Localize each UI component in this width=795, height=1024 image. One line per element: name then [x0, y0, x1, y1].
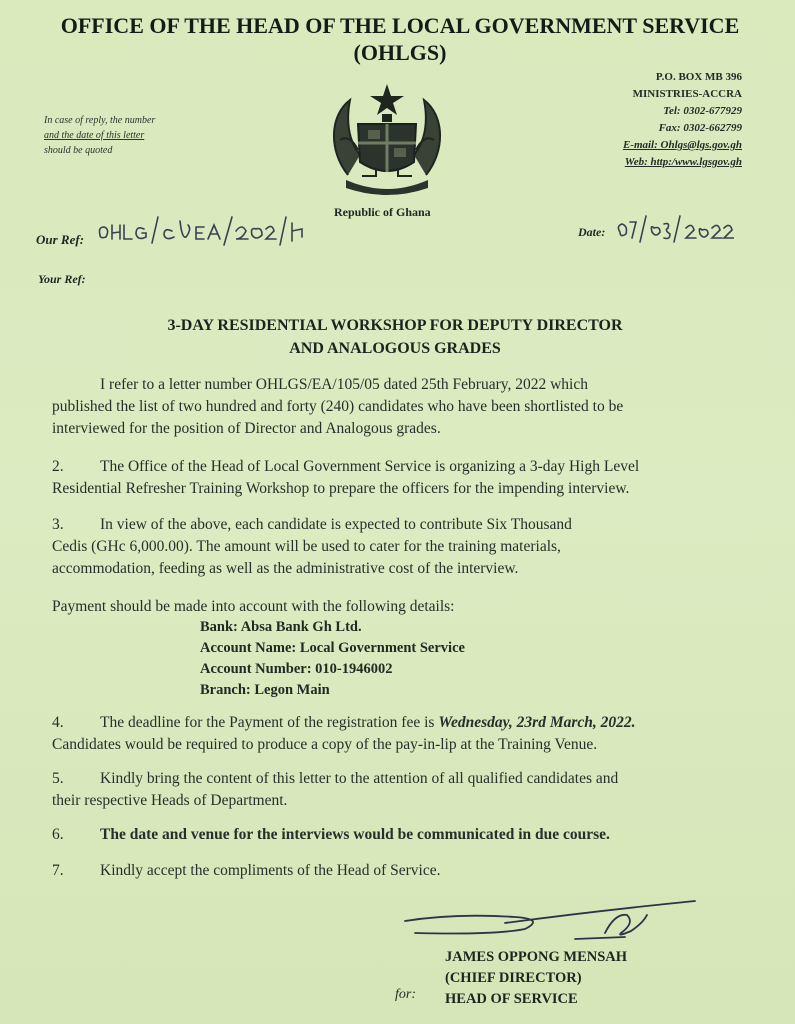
paragraph-5-line1: Kindly bring the content of this letter to the attention of all qualified candidates and	[100, 770, 619, 787]
email-link[interactable]: E-mail: Ohlgs@lgs.gov.gh	[622, 139, 742, 151]
contact-details	[560, 69, 742, 171]
coat-of-arms-icon	[318, 80, 456, 200]
deadline-date: Wednesday, 23rd March, 2022.	[438, 714, 636, 731]
handwritten-date	[614, 210, 734, 246]
paragraph-6-number: 6.	[52, 826, 64, 843]
paragraph-2-line1: The Office of the Head of Local Government Service is organizing a 3-day High Level	[100, 458, 640, 475]
paragraph-3-line3: accommodation, feeding as well as the administrative cost of the interview.	[52, 560, 519, 577]
office-title-line2: (OHLGS)	[353, 40, 447, 65]
website-link[interactable]: Web: http:/www.lgsgov.gh	[624, 156, 742, 168]
for-label: for:	[395, 987, 416, 1002]
signatory-name: JAMES OPPONG MENSAH	[445, 949, 628, 965]
paragraph-7	[52, 860, 742, 882]
payment-intro-text: Payment should be made into account with the following details:	[52, 598, 455, 615]
paragraph-4	[52, 712, 742, 756]
signatory-title: (CHIEF DIRECTOR)	[445, 970, 582, 986]
paragraph-4-number: 4.	[52, 714, 64, 731]
office-title	[20, 12, 780, 66]
reply-note-line1: In case of reply, the number	[44, 115, 156, 126]
paragraph-4-line1: The deadline for the Payment of the registration fee is	[100, 714, 439, 731]
paragraph-5	[52, 768, 742, 812]
paragraph-1-line2: published the list of two hundred and forty (240) candidates who have been shortlisted to be	[52, 398, 624, 415]
paragraph-3-line2: Cedis (GHc 6,000.00). The amount will be used to cater for the training materials,	[52, 538, 561, 555]
subject-line1: 3-DAY RESIDENTIAL WORKSHOP FOR DEPUTY DIRECTOR	[167, 317, 623, 334]
paragraph-6	[52, 824, 742, 846]
payment-intro	[52, 596, 742, 618]
paragraph-1-line3: interviewed for the position of Director and Analogous grades.	[52, 420, 441, 437]
paragraph-6-text: The date and venue for the interviews would be communicated in due course.	[100, 826, 610, 843]
reply-note-line2: and the date of this letter	[44, 130, 145, 141]
fax: Fax: 0302-662799	[658, 122, 742, 134]
signature-image	[395, 893, 725, 953]
account-name: Account Name: Local Government Service	[200, 640, 465, 656]
paragraph-2-number: 2.	[52, 458, 64, 475]
paragraph-3-line1: In view of the above, each candidate is expected to contribute Six Thousand	[100, 516, 572, 533]
reply-note-line3: should be quoted	[44, 145, 113, 156]
subject-line2: AND ANALOGOUS GRADES	[289, 340, 501, 357]
bank-name: Bank: Absa Bank Gh Ltd.	[200, 619, 362, 635]
handwritten-our-ref	[96, 207, 316, 249]
our-ref-label: Our Ref:	[36, 232, 85, 247]
paragraph-3	[52, 514, 742, 580]
paragraph-3-number: 3.	[52, 516, 64, 533]
bank-details	[200, 617, 465, 701]
paragraph-2-line2: Residential Refresher Training Workshop to prepare the officers for the impending interview.	[52, 480, 630, 497]
account-number: Account Number: 010-1946002	[200, 661, 393, 677]
signatory-block	[445, 947, 627, 1010]
po-box: P.O. BOX MB 396	[655, 71, 742, 83]
paragraph-2	[52, 456, 742, 500]
paragraph-1-line1: I refer to a letter number OHLGS/EA/105/05 dated 25th February, 2022 which	[100, 376, 588, 393]
paragraph-7-text: Kindly accept the compliments of the Head of Service.	[100, 862, 441, 879]
telephone: Tel: 0302-677929	[663, 105, 742, 117]
branch: Branch: Legon Main	[200, 682, 330, 698]
date-label: Date:	[578, 225, 606, 239]
paragraph-4-line2: Candidates would be required to produce a copy of the pay-in-lip at the Training Venue.	[52, 736, 598, 753]
subject-heading	[100, 314, 690, 360]
paragraph-5-number: 5.	[52, 770, 64, 787]
reply-note	[44, 113, 155, 158]
republic-label: Republic of Ghana	[334, 205, 431, 219]
paragraph-5-line2: their respective Heads of Department.	[52, 792, 288, 809]
paragraph-7-number: 7.	[52, 862, 64, 879]
office-title-line1: OFFICE OF THE HEAD OF THE LOCAL GOVERNMENT SERVICE	[60, 13, 740, 38]
paragraph-1	[52, 374, 742, 440]
city: MINISTRIES-ACCRA	[632, 88, 742, 100]
on-behalf-of: HEAD OF SERVICE	[445, 991, 578, 1007]
your-ref-label: Your Ref:	[38, 272, 86, 286]
